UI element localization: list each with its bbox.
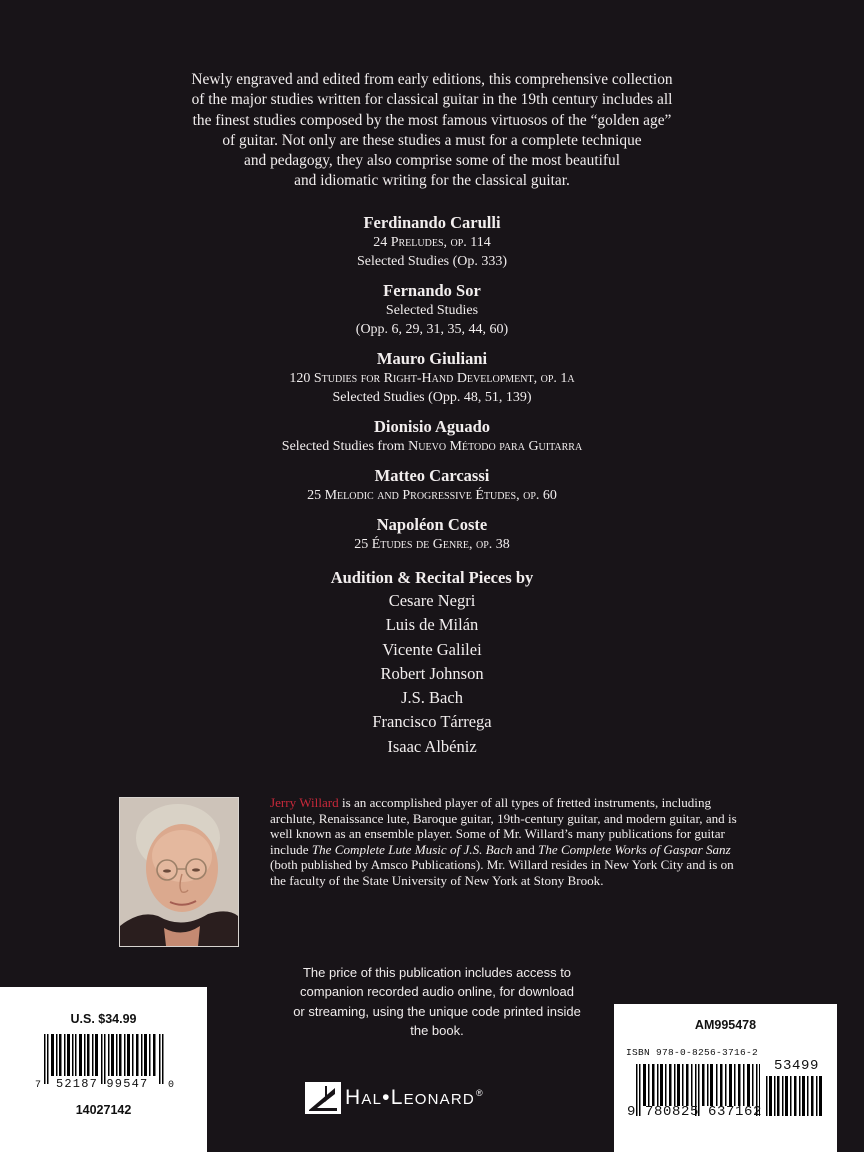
audio-note-line: the book. bbox=[410, 1022, 464, 1038]
registered-mark: ® bbox=[475, 1088, 484, 1098]
catalog-number: AM995478 bbox=[694, 1018, 757, 1032]
composer-coste bbox=[160, 514, 704, 554]
composer-name: Mauro Giuliani bbox=[376, 349, 488, 368]
work-title: 24 Preludes, op. 114 bbox=[373, 235, 491, 250]
ean-digits: 9 780825 637162 bbox=[627, 1104, 763, 1120]
description-line: Newly engraved and edited from early editions, this comprehensive collection bbox=[191, 71, 673, 88]
work-title: 120 Studies for Right-Hand Development, op. 1a bbox=[289, 371, 575, 386]
description-line: the finest studies composed by the most famous virtuosos of the “golden age” bbox=[192, 111, 672, 129]
composer-name: Dionisio Aguado bbox=[374, 417, 490, 436]
recital-composer: Vicente Galilei bbox=[382, 639, 482, 659]
recital-pieces bbox=[200, 566, 664, 759]
audio-note-line: companion recorded audio online, for download bbox=[300, 984, 574, 1000]
description-line: of the major studies written for classical guitar in the 19th century includes all bbox=[191, 91, 673, 109]
composer-sor bbox=[160, 280, 704, 339]
isbn-label bbox=[614, 1004, 837, 1152]
recital-composer: Cesare Negri bbox=[388, 591, 476, 610]
isbn-text: ISBN 978-0-8256-3716-2 bbox=[626, 1047, 759, 1058]
composer-name: Fernando Sor bbox=[383, 281, 481, 300]
publication-title: The Complete Works of Gaspar Sanz bbox=[538, 841, 731, 857]
recital-composer: Francisco Tárrega bbox=[372, 712, 492, 732]
audio-access-note bbox=[284, 963, 590, 1040]
work-title: Selected Studies (Op. 333) bbox=[356, 254, 508, 269]
composer-list bbox=[160, 212, 704, 563]
upc-check-digit: 0 bbox=[168, 1080, 175, 1091]
description-line: and pedagogy, they also comprise some of the most beautiful bbox=[244, 152, 620, 170]
work-title: (Opp. 6, 29, 31, 35, 44, 60) bbox=[355, 322, 509, 337]
price-label bbox=[0, 987, 207, 1152]
work-title-main: Nuevo Método para Guitarra bbox=[408, 439, 583, 454]
work-title: 25 Études de Genre, op. 38 bbox=[354, 537, 510, 552]
publisher-logo bbox=[305, 1081, 565, 1115]
work-title: 25 Melodic and Progressive Études, op. 60 bbox=[307, 488, 557, 503]
addon-digits: 53499 bbox=[774, 1058, 820, 1074]
recital-composer: Robert Johnson bbox=[380, 663, 484, 683]
composer-aguado bbox=[160, 416, 704, 456]
publisher-separator: • bbox=[382, 1086, 391, 1109]
recital-composer: J.S. Bach bbox=[401, 688, 463, 708]
addon-barcode bbox=[766, 1076, 824, 1116]
bio-text: (both published by Amsco Publications). Mr. Willard resides in New York City and is on the faculty of the State University of New York at Stony Brook. bbox=[270, 857, 734, 888]
publisher-name-part: Hal bbox=[345, 1086, 383, 1109]
work-title-prefix: Selected Studies from bbox=[281, 439, 405, 454]
publisher-name bbox=[345, 1086, 484, 1110]
composer-carcassi bbox=[160, 465, 704, 505]
price: U.S. $34.99 bbox=[70, 1012, 137, 1026]
audio-note-line: or streaming, using the unique code printed inside bbox=[293, 1003, 581, 1019]
author-bio bbox=[270, 795, 740, 889]
upc-number-system-digit: 7 bbox=[35, 1080, 42, 1091]
composer-name: Napoléon Coste bbox=[376, 515, 488, 534]
work-title bbox=[160, 437, 704, 456]
description-line: and idiomatic writing for the classical guitar. bbox=[294, 172, 570, 190]
composer-giuliani bbox=[160, 348, 704, 407]
item-number: 14027142 bbox=[75, 1103, 132, 1117]
upc-main-digits: 52187 99547 bbox=[56, 1077, 149, 1091]
audio-note-line: The price of this publication includes access to bbox=[302, 965, 572, 980]
work-title: Selected Studies bbox=[385, 303, 479, 318]
description-paragraph bbox=[150, 70, 714, 192]
description-line: of guitar. Not only are these studies a must for a complete technique bbox=[222, 131, 642, 149]
work-title: Selected Studies (Opp. 48, 51, 139) bbox=[332, 390, 532, 405]
recital-heading: Audition & Recital Pieces by bbox=[330, 568, 534, 587]
bio-text: and bbox=[512, 841, 539, 857]
composer-name: Matteo Carcassi bbox=[374, 466, 490, 485]
recital-composer: Isaac Albéniz bbox=[387, 736, 477, 756]
recital-composer: Luis de Milán bbox=[385, 615, 479, 635]
author-portrait-illustration bbox=[120, 798, 238, 946]
publication-title: The Complete Lute Music of J.S. Bach bbox=[311, 841, 513, 857]
author-name: Jerry Willard bbox=[270, 795, 339, 810]
bio-text: is an accomplished player of all types of fretted instruments, including archlute, Renaissance lute, Baroque guitar, 19th-century guitar, and modern guitar, and is well known as an ensemble player. Some of Mr. Willard’s many publications for guitar include bbox=[270, 795, 737, 857]
author-photo bbox=[119, 797, 239, 947]
publisher-name-part: Leonard bbox=[390, 1086, 475, 1109]
composer-carulli bbox=[160, 212, 704, 271]
composer-name: Ferdinando Carulli bbox=[363, 213, 501, 232]
hal-leonard-logo-icon bbox=[305, 1082, 341, 1114]
